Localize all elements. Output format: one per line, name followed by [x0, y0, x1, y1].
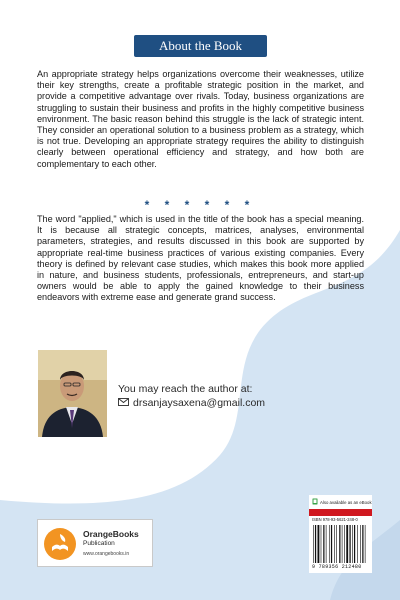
- author-portrait-image: [38, 350, 107, 437]
- description-paragraph-2: The word "applied," which is used in the title of the book has a special meaning. It is because all strategic concepts, matrices, analyses, environmental parameters, strategies, and results discussed in this book are supported by appropriate real-time business practices of various existing companies. Every theory is defined by relevant case studies, which makes this book more applied in nature, and business students, professionals, entrepreneurs, and start-up owners would be able to apply the gained knowledge to their business endeavors with extreme ease and generate grand success.: [37, 214, 364, 303]
- isbn-number: ISBN 978-93-5621-248-0: [312, 517, 358, 522]
- publisher-logo: [37, 519, 153, 567]
- author-photo: [38, 350, 107, 437]
- publisher-name: OrangeBooks: [83, 529, 139, 539]
- about-book-title: About the Book: [134, 35, 267, 57]
- isbn-red-bar: [309, 509, 372, 516]
- envelope-icon: [118, 397, 129, 409]
- section-separator: * * * * * *: [144, 198, 256, 212]
- ebook-availability: [309, 495, 372, 509]
- publisher-subtitle: Publication: [83, 540, 115, 547]
- author-email-text[interactable]: drsanjaysaxena@gmail.com: [133, 397, 266, 409]
- author-contact-label: You may reach the author at:: [118, 383, 253, 395]
- description-paragraph-1: An appropriate strategy helps organizations overcome their weaknesses, utilize their key strengths, create a profitable strategic position in the market, and provide a competitive advantage over rivals. Today, business organizations are struggling to sustain their business and profits in the highly competitive business environment. The basic reason behind this struggle is the lack of strategic intent. They consider an operational solution to a business problem as a strategy, which is not true. Developing an appropriate strategy requires the ability to distinguish clearly between operational efficiency and strategy, and how both are complementary to each other.: [37, 69, 364, 169]
- isbn-barcode-block: [309, 495, 372, 573]
- ebook-text: Also available as an eBook: [320, 499, 372, 505]
- barcode-number: 9 789356 212480: [312, 564, 362, 570]
- author-email[interactable]: [118, 397, 265, 409]
- orangebooks-logo-icon: [43, 527, 77, 561]
- ebook-icon: [312, 498, 318, 506]
- barcode: [312, 525, 370, 563]
- publisher-url: www.orangebooks.in: [83, 551, 130, 557]
